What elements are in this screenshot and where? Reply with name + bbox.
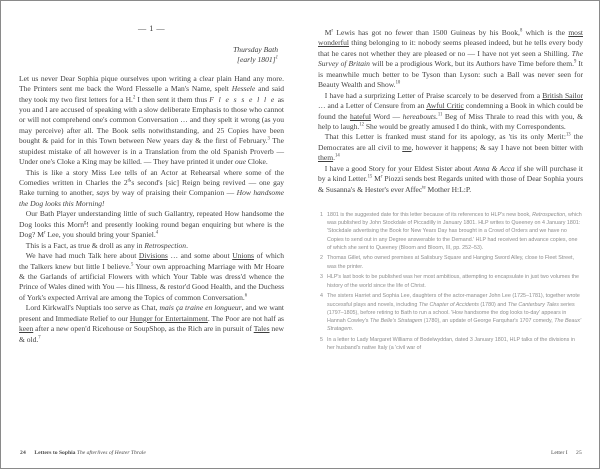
- footnotes-list: [318, 211, 583, 352]
- letter-body-left: [19, 74, 284, 345]
- letter-paragraph: Our Bath Player understanding little of such Gallantry, repeated How handsome the Dog looks this Morn$^g$! and presently looking round began enquiring but where is the Dog? $M^r$ Lee, you should bring your Spaniel.$^4$: [19, 209, 284, 240]
- footnote-item: [318, 254, 583, 270]
- footer-right: [551, 450, 582, 456]
- letter-body-right: [318, 28, 583, 195]
- footer-left: [20, 450, 146, 456]
- letter-paragraph: We have had much Talk here about Divisions … and some about Unions of which the Talkers knew but little I believe.$^5$ Your own approaching Marriage with Mr Hoare & the Garlands of artificial Flowers with which Your Table was dress'd whence the Prince of Wales dined with You — his Illness, & restor'd Good Health, and the Duchess of York's expected Arrival are among the Topics of common Conversation.$^6$: [19, 251, 284, 302]
- dateline: [19, 45, 284, 64]
- footnote-item: [318, 211, 583, 252]
- dateline-note-marker: 1: [275, 55, 278, 61]
- footnote-number: 3: [320, 274, 323, 281]
- letter-paragraph: This is like a story Miss Lee tells of an Actor at Rehearsal where some of the Comedies written in Charles the 2$^d$'s second's [sic] Reign being revived — one gay Rake turning to another, says by way of praising their Companion — How handsome the Dog looks this Morning!: [19, 167, 284, 208]
- footnote-text: HLP's last book to be published was her most ambitious, attempting to encapsulate in just two volumes the history of the world since the life of Christ.: [327, 274, 580, 289]
- letter-paragraph: I have a good Story for your Eldest Sister about Anna & Acca if she will purchase it by a kind Letter.$^{15}$ $M^r$ Piozzi sends best Regards united with those of Dear Sophia yours & Susanna's & Hester's ever Affec$^{te}$ Mother H:L:P.: [318, 163, 584, 194]
- footnote-item: [318, 273, 583, 289]
- footnote-text: Thomas Gillet, who owned premises at Salisbury Square and Hanging Sword Alley, close to Fleet Street, was the printer.: [327, 255, 575, 270]
- dateline-place: Thursday Bath: [233, 45, 278, 55]
- letter-number-mark: — 1 —: [137, 24, 166, 33]
- footnote-item: [318, 292, 583, 333]
- letter-paragraph: Let us never Dear Sophia pique ourselves upon writing a clear plain Hand any more. The Printers sent me back the Word Flesselle a Man's Name, spelt Hessele and said they took my two first letters for a H.$^2$ I then sent it them thus F l e s s e l l e as you and I are accused of speaking with a slow deliberate Emphasis to those who cannot or will not comprehend one's common Conversation … and they spelt it wrong (as you may perceive) after all. The Book sells notwithstanding, and 25 Copies have been bought & paid for in this Town between New years day & the first of February.$^3$ The stupidest mistake of all however is in a Translation from the old Spanish Proverb — Under one's Cloke a King may be killed. — They have printed it under oue Cloke.: [19, 73, 285, 167]
- footnote-text: The sisters Harriet and Sophia Lee, daughters of the actor-manager John Lee (1725–1781), together wrote successful plays and novels, including The Chapter of Accidents (1780) and The Canterbury Tales series (1797–1805), before retiring to Bath to run a school. 'How handsome the dog looks to-day' appears in Hannah Cowley's The Belle's Stratagem (1780), an update of George Farquhar's 1707 comedy, The Beaux' Stratagem.: [327, 293, 582, 333]
- page-folio-left: 24: [20, 450, 26, 456]
- letter-paragraph: Lord Kirkwall's Nuptials too serve as Chat, mais ça traine en longueur, and we want present and Immediate Relief to our Hunger for Entertainment. The Poor are not half as keen after a new open'd Ricehouse or SoupShop, as the Rich are in pursuit of Tales new & old.$^7$: [19, 303, 284, 344]
- footnote-number: 2: [320, 255, 323, 262]
- footer-book-title: Letters to Sophia: [34, 450, 76, 456]
- footer-letter-label: Letter I: [550, 450, 568, 456]
- right-page: [301, 1, 600, 469]
- left-page: [1, 1, 301, 469]
- footnote-number: 5: [320, 336, 323, 343]
- letter-paragraph: I have had a surprizing Letter of Praise scarcely to be deserved from a British Sailor … and a Letter of Censure from an Awful Critic condemning a Book in which could be found the hateful Word — hereabouts.$^{11}$ Beg of Miss Thrale to read this with you, & help to laugh.$^{12}$ She would be greatly amused I do think, with my Correspondents.: [318, 90, 584, 131]
- letter-paragraph: $M^r$ Lewis has got no fewer than 1500 Guineas by his Book,$^8$ which is the most wonderful thing belonging to it: nobody seems pleased indeed, but he tells every body that he cares not whether they are pleased or no — I have not yet seen a Shilling. The Survey of Britain will be a prodigious Work, but its Authors have Time before them.$^9$ It is meanwhile much better to be Tyson than Lyson: such a Ball was never seen for Beauty Wealth and Show.$^{10}$: [318, 28, 584, 90]
- footnote-number: 4: [320, 293, 323, 300]
- footnote-text: In a letter to Lady Margaret Williams of Bodelwyddan, dated 3 January 1801, HLP talks of the divisions in her husband's native Italy (a 'civil war of: [327, 336, 575, 351]
- page-folio-right: 25: [576, 450, 582, 456]
- dateline-date: [early 1801]$^1$: [237, 54, 278, 64]
- footnote-item: [318, 336, 583, 352]
- footnote-text: 1801 is the suggested date for this letter because of its references to HLP's new book, Retrospection, which was published by John Stockdale of Piccadilly in January 1801. HLP writes to Queeney on 4 January 1801: 'Stockdale advertising the Book for New Years Day has brought in a Crowd of Orders and we have no Copies to send out in any Degree answerable to the Demand.' HLP had received ten advance copies, one of which she sent to Queeney (Bloom and Bloom, III, pp. 252–53).: [327, 212, 582, 251]
- footnote-number: 1: [320, 212, 323, 218]
- footer-book-subtitle: The afterlives of Hester Thrale: [76, 450, 146, 456]
- letter-paragraph: That this Letter is franked must stand for its apology, as 'tis its only Merit:$^{13}$ the Democrates are all civil to me, however it happens; & say I have not been bitter with them.$^{14}$: [318, 132, 583, 163]
- letter-paragraph: This is a Fact, as true & droll as any in Retrospection.: [25, 240, 188, 250]
